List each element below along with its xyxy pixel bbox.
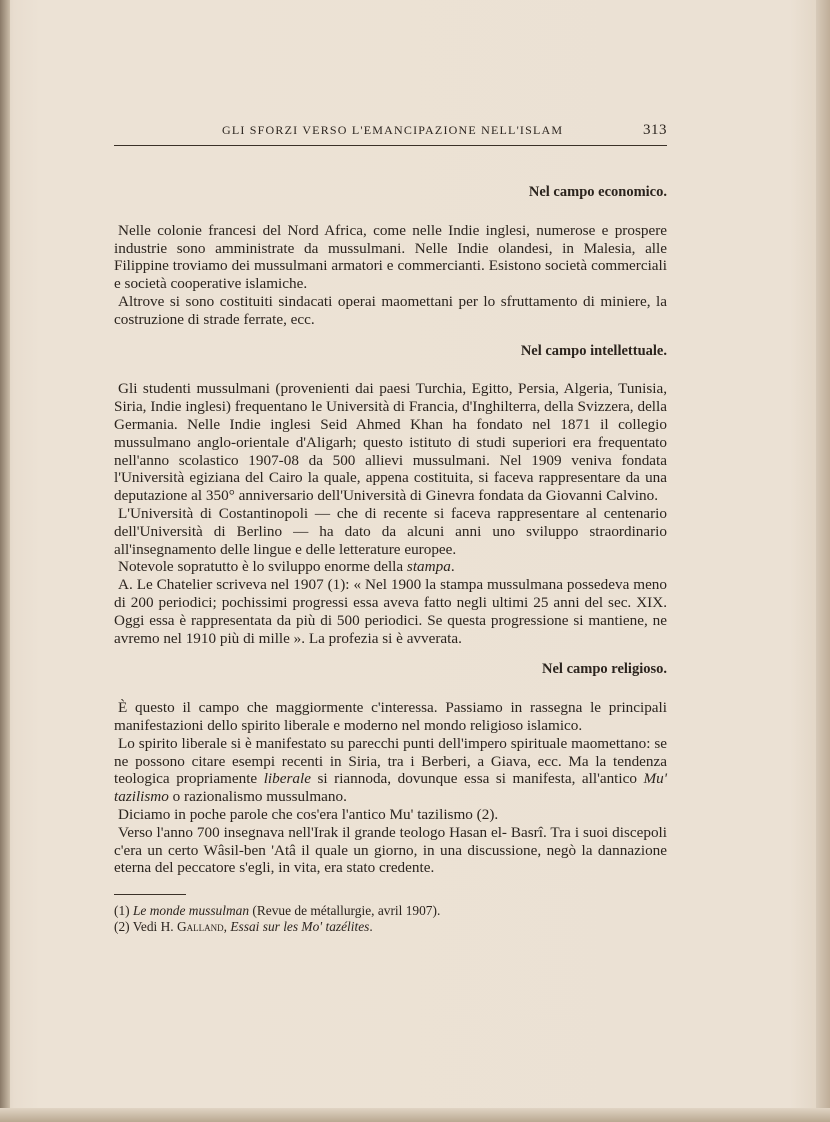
paragraph: L'Università di Costantinopoli — che di recente si faceva rappresentare al centenario dell'Università di Berlino — ha dato da alcuni anni uno sviluppo straordinario all'insegnamento delle lingue e delle letterature europee. [114, 504, 667, 558]
footnote-author: Galland [177, 919, 224, 934]
paragraph: Gli studenti mussulmani (provenienti dai paesi Turchia, Egitto, Persia, Algeria, Tunisia, Siria, Indie inglesi) frequentano le Università di Francia, d'Inghilterra, della Svizzera, della Germania. Nelle Indie inglesi Seid Ahmed Khan ha fondato nel 1871 il collegio mussulmano anglo-orientale d'Aligarh; questo istituto di studi superiori era frequentato nell'anno scolastico 1907-08 da 500 allievi mussulmani. Nel 1909 veniva fondata l'Università egiziana del Cairo la quale, appena costituita, si faceva rappresentare da una deputazione al 350° anniversario dell'Università di Ginevra fondata da Giovanni Calvino. [114, 380, 667, 505]
paragraph [114, 735, 667, 806]
text-run: si riannoda, dovunque essa si manifesta, all'antico [310, 770, 644, 788]
footnote-1 [114, 903, 667, 919]
footnote-text: (Revue de métallurgie, avril 1907). [249, 903, 441, 918]
page-edge [816, 0, 830, 1122]
text-run: Notevole sopratutto è lo sviluppo enorme della [118, 558, 407, 576]
paragraph: È questo il campo che maggiormente c'interessa. Passiamo in rassegna le principali manifestazioni dello spirito liberale e moderno nel mondo religioso islamico. [114, 699, 667, 734]
section-heading-religioso: Nel campo religioso. [542, 661, 667, 678]
section-heading-intellettuale: Nel campo intellettuale. [520, 342, 667, 359]
main-text [114, 170, 667, 877]
running-header [114, 122, 667, 139]
paragraph: Nelle colonie francesi del Nord Africa, come nelle Indie inglesi, numerose e prospere industrie sono amministrate da mussulmani. Nelle Indie olandesi, in Malesia, alle Filippine troviamo dei mussulmani armatori e commercianti. Esistono società commerciali e società cooperative islamiche. [114, 221, 667, 293]
footnote-number: (2) [114, 919, 130, 934]
footnote-title: Le monde mussulman [132, 903, 250, 918]
footnote-rule [114, 894, 186, 895]
italic-word: liberale [263, 770, 311, 788]
footnote-text: , [223, 919, 231, 934]
page-bottom-edge [0, 1108, 830, 1122]
footnote-title: Essai sur les Mo' tazélites [230, 919, 370, 934]
header-rule [114, 145, 667, 146]
footnote-number: (1) [114, 903, 130, 918]
footnote-text: Vedi H. [132, 919, 177, 934]
paragraph: Diciamo in poche parole che cos'era l'antico Mu' tazilismo (2). [118, 805, 499, 823]
text-run: o razionalismo mussulmano. [168, 788, 347, 806]
section-heading-economico: Nel campo economico. [528, 184, 667, 200]
running-title: GLI SFORZI VERSO L'EMANCIPAZIONE NELL'ISLAM [222, 123, 564, 137]
page-spine-shadow [0, 0, 10, 1122]
page-number: 313 [643, 122, 667, 138]
text-run: Lo spirito liberale si è manifestato su parecchi punti dell'impero spirituale maomettano: se ne possono citare esempi recenti in Siria, tra i Berberi, a Giava, ecc. Ma la tendenza teologica propriamente [114, 734, 667, 788]
paragraph [114, 558, 667, 576]
footnote-text: . [369, 919, 373, 934]
paragraph: Verso l'anno 700 insegnava nell'Irak il grande teologo Hasan el- Basrî. Tra i suoi discepoli c'era un certo Wâsil-ben 'Atâ il quale un giorno, in una discussione, negò la dannazione eterna del peccatore s'egli, in vita, era stato credente. [114, 823, 667, 877]
paragraph: Altrove si sono costituiti sindacati operai maomettani per lo sfruttamento di miniere, la costruzione di strade ferrate, ecc. [114, 292, 667, 328]
italic-word: Mu' tazilismo [114, 770, 667, 806]
italic-word: stampa [406, 558, 451, 576]
footnotes [114, 903, 667, 935]
text-run: . [450, 558, 455, 576]
footnote-2 [114, 919, 667, 935]
paragraph: A. Le Chatelier scriveva nel 1907 (1): « Nel 1900 la stampa mussulmana possedeva meno di 200 periodici; pochissimi progressi essa aveva fatto negli ultimi 25 anni del sec. XIX. Oggi essa è rappresentata da più di 500 periodici. Se questa progressione si mantiene, ne avremo nel 1910 più di mille ». La profezia si è avverata. [114, 576, 667, 647]
